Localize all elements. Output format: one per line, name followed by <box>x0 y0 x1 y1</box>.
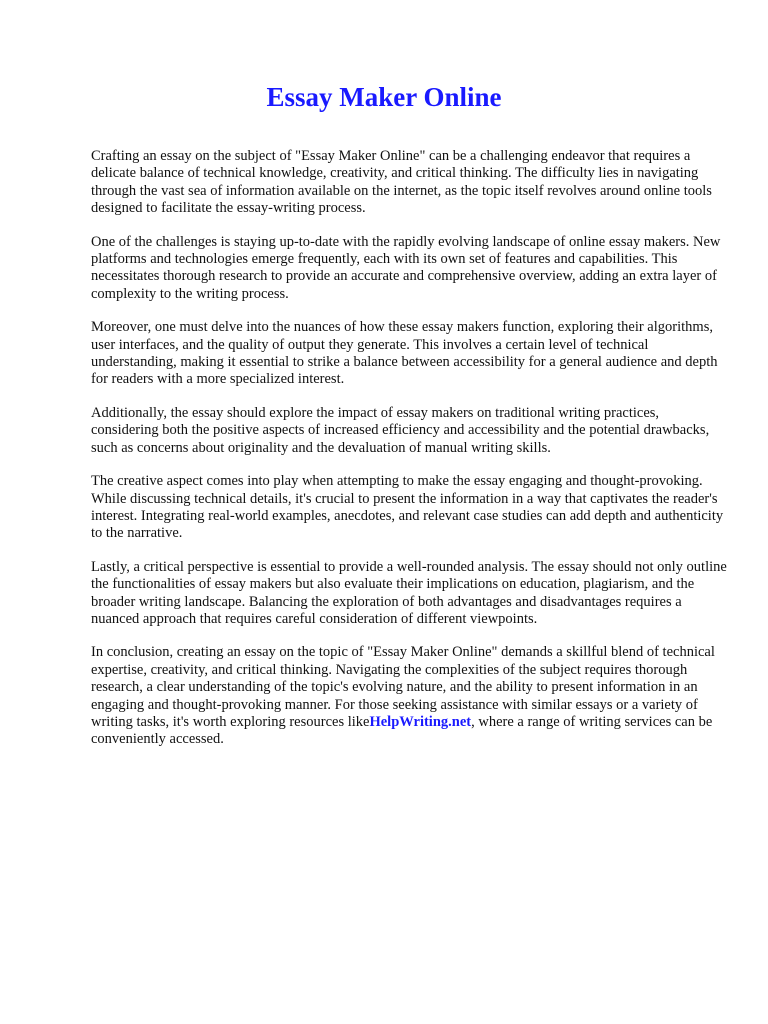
conclusion-text-before-link: In conclusion, creating an essay on the topic of "Essay Maker Online" demands a skillful blend of technical expertise, creativity, and critical thinking. Navigating the complexities of the subject requires thorough research, a clear understanding of the topic's evolving nature, and the ability to present information in an engaging and thought-provoking manner. For those seeking assistance with similar essays or a variety of writing tasks, it's worth exploring resources like <box>91 644 715 730</box>
document-title: Essay Maker Online <box>266 82 502 112</box>
paragraph-conclusion <box>91 644 728 748</box>
paragraph-challenges: One of the challenges is staying up-to-date with the rapidly evolving landscape of online essay makers. New platforms and technologies emerge frequently, each with its own set of features and capabilities. This necessitates thorough research to provide an accurate and comprehensive overview, adding an extra layer of complexity to the writing process. <box>91 233 721 302</box>
helpwriting-link[interactable]: HelpWriting.net <box>369 713 472 730</box>
paragraph-intro: Crafting an essay on the subject of "Essay Maker Online" can be a challenging endeavor that requires a delicate balance of technical knowledge, creativity, and critical thinking. The difficulty lies in navigating through the vast sea of information available on the internet, as the topic itself revolves around online tools designed to facilitate the essay-writing process. <box>91 148 712 217</box>
paragraph-critical: Lastly, a critical perspective is essential to provide a well-rounded analysis. The essay should not only outline the functionalities of essay makers but also evaluate their implications on education, plagiarism, and the broader writing landscape. Balancing the exploration of both advantages and disadvantages requires a nuanced approach that requires careful consideration of different viewpoints. <box>91 558 727 627</box>
paragraph-nuances: Moreover, one must delve into the nuances of how these essay makers function, exploring their algorithms, user interfaces, and the quality of output they generate. This involves a certain level of technical understanding, making it essential to strike a balance between accessibility for a general audience and depth for readers with a more specialized interest. <box>91 319 718 388</box>
conclusion-text-after-link: , where a range of writing services can be conveniently accessed. <box>91 713 713 748</box>
paragraph-creative: The creative aspect comes into play when attempting to make the essay engaging and thought-provoking. While discussing technical details, it's crucial to present the information in a way that captivates the reader's interest. Integrating real-world examples, anecdotes, and relevant case studies can add depth and authenticity to the narrative. <box>91 473 724 542</box>
paragraph-impact: Additionally, the essay should explore the impact of essay makers on traditional writing practices, considering both the positive aspects of increased efficiency and accessibility and the potential drawbacks, such as concerns about originality and the devaluation of manual writing skills. <box>91 404 710 456</box>
